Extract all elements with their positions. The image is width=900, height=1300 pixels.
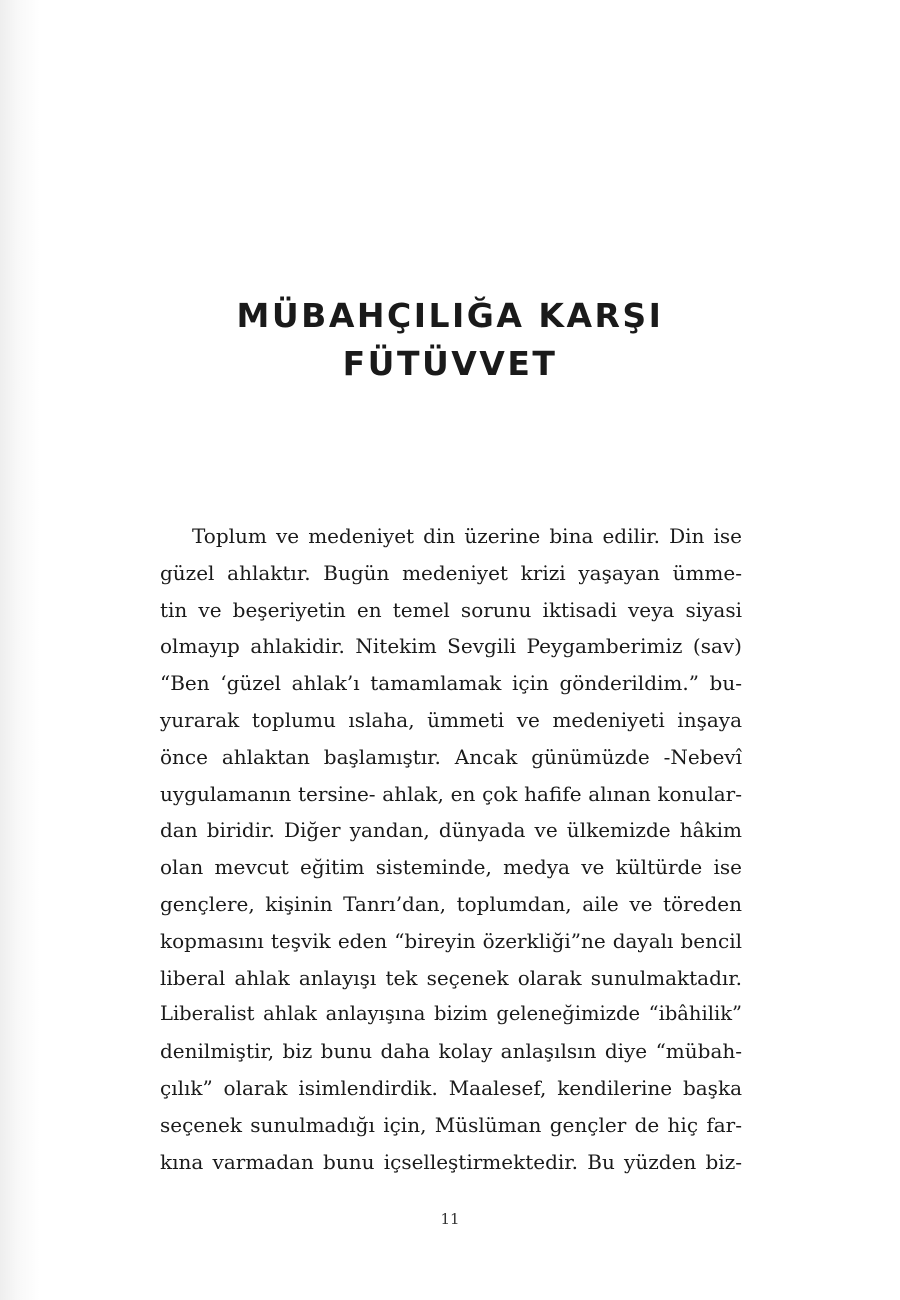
- paragraph-line: denilmiştir, biz bunu daha kolay anlaşılsın diye “mübah-: [160, 1039, 742, 1064]
- body-paragraph: [160, 518, 742, 1180]
- paragraph-line: seçenek sunulmadığı için, Müslüman gençler de hiç far-: [160, 1112, 742, 1137]
- paragraph-line: Toplum ve medeniyet din üzerine bina edilir. Din ise: [192, 524, 742, 548]
- page-binding-edge: [0, 0, 40, 1300]
- paragraph-line: güzel ahlaktır. Bugün medeniyet krizi yaşayan ümme-: [160, 560, 742, 585]
- paragraph-line: kına varmadan bunu içselleştirmektedir. Bu yüzden biz-: [160, 1149, 742, 1174]
- chapter-title: [0, 292, 900, 388]
- paragraph-line: yurarak toplumu ıslaha, ümmeti ve medeniyeti inşaya: [160, 707, 742, 732]
- paragraph-line: kopmasını teşvik eden “bireyin özerkliği”ne dayalı bencil: [160, 928, 742, 953]
- paragraph-line: uygulamanın tersine- ahlak, en çok hafife alınan konular-: [160, 781, 742, 806]
- page-number: 11: [440, 1210, 460, 1228]
- paragraph-line: Liberalist ahlak anlayışına bizim geleneğimizde “ibâhilik”: [160, 1002, 742, 1026]
- paragraph-line: olmayıp ahlakidir. Nitekim Sevgili Peygamberimiz (sav): [160, 634, 742, 659]
- chapter-title-line-1: MÜBAHÇILIĞA KARŞI: [236, 296, 664, 335]
- paragraph-line: “Ben ‘güzel ahlak’ı tamamlamak için gönderildim.” bu-: [160, 671, 742, 696]
- paragraph-line: çılık” olarak isimlendirdik. Maalesef, kendilerine başka: [160, 1075, 742, 1100]
- paragraph-line: dan biridir. Diğer yandan, dünyada ve ülkemizde hâkim: [160, 818, 742, 843]
- paragraph-line: olan mevcut eğitim sisteminde, medya ve kültürde ise: [160, 855, 742, 880]
- paragraph-line: gençlere, kişinin Tanrı’dan, toplumdan, aile ve töreden: [160, 891, 742, 916]
- chapter-title-line-2: FÜTÜVVET: [342, 344, 558, 383]
- paragraph-line: önce ahlaktan başlamıştır. Ancak günümüzde -Nebevî: [160, 744, 742, 769]
- paragraph-line: liberal ahlak anlayışı tek seçenek olarak sunulmaktadır.: [160, 965, 742, 990]
- paragraph-line: tin ve beşeriyetin en temel sorunu iktisadi veya siyasi: [160, 597, 742, 622]
